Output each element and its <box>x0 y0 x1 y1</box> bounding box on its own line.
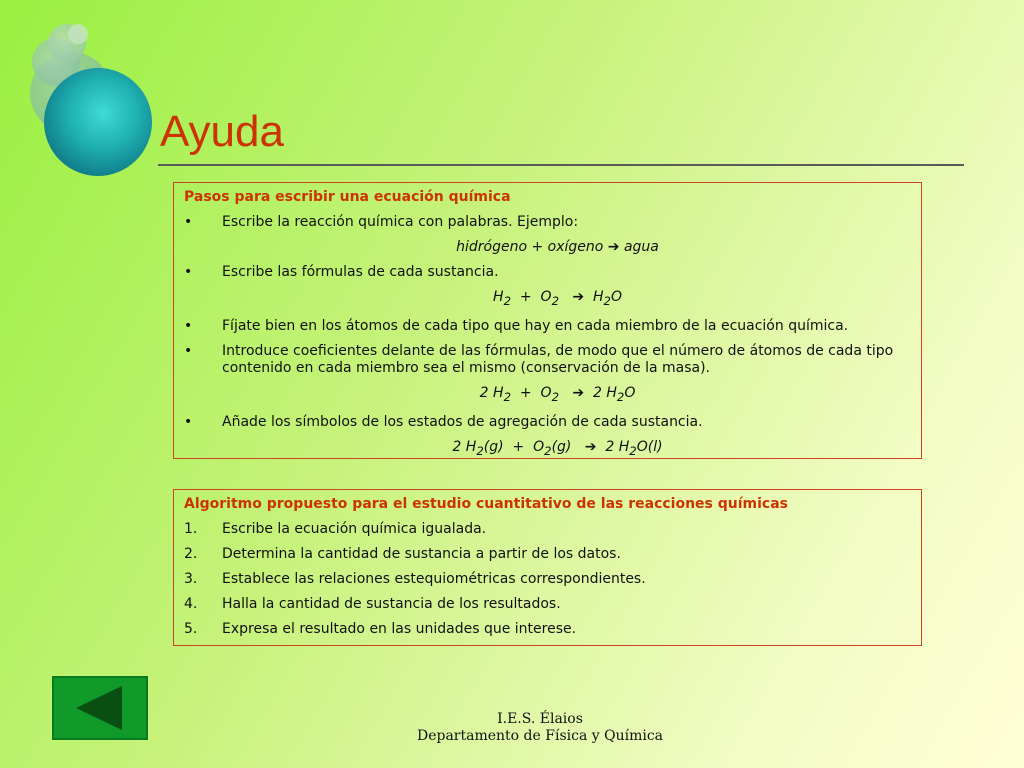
decor-sphere <box>44 68 152 176</box>
list-item <box>184 264 911 281</box>
footer-department: Departamento de Física y Química <box>416 728 664 744</box>
equation-states: 2 $H_2(g) + O_2(g)$ ➔ 2 $H_2O(l)$ <box>452 438 663 458</box>
eq-words-product: agua <box>623 239 659 255</box>
arrow-icon: ➔ <box>607 239 620 255</box>
bullet: • <box>184 342 193 359</box>
list-item <box>184 414 911 431</box>
list-item <box>184 621 911 638</box>
list-item <box>184 343 911 377</box>
arrow-icon: ➔ <box>572 289 585 305</box>
step-number: 5. <box>184 621 198 637</box>
equation-balanced: 2 $H_2 + O_2$ ➔ 2 $H_2O$ <box>479 384 636 404</box>
step-text: Determina la cantidad de sustancia a partir de los datos. <box>222 546 621 562</box>
step-text: Halla la cantidad de sustancia de los resultados. <box>222 596 561 612</box>
eq-words-reactants: hidrógeno + oxígeno <box>456 239 604 255</box>
steps-box <box>173 182 922 459</box>
triangle-left-icon <box>74 684 126 732</box>
step-text: Escribe la ecuación química igualada. <box>222 521 487 537</box>
bullet: • <box>184 264 193 280</box>
footer <box>330 711 750 745</box>
list-item <box>184 521 911 538</box>
list-item <box>184 214 911 231</box>
list-item <box>184 571 911 588</box>
list-item <box>184 318 911 335</box>
bullet: • <box>184 413 193 430</box>
footer-school: I.E.S. Élaios <box>497 711 583 727</box>
arrow-icon: ➔ <box>584 438 597 455</box>
page-title: Ayuda <box>160 107 284 156</box>
step-text: Escribe las fórmulas de cada sustancia. <box>222 264 499 280</box>
step-text: Fíjate bien en los átomos de cada tipo que hay en cada miembro de la ecuación química. <box>222 317 849 334</box>
equation-words <box>184 239 911 256</box>
equation-formulas: $H_2 + O_2$ ➔ $H_2O$ <box>493 289 622 308</box>
list-item <box>184 596 911 613</box>
step-text: Establece las relaciones estequiométricas correspondientes. <box>222 571 646 587</box>
algorithm-box <box>173 489 922 646</box>
step-number: 4. <box>184 596 198 612</box>
steps-heading: Pasos para escribir una ecuación química <box>184 189 511 205</box>
back-button[interactable] <box>52 676 148 740</box>
step-text: Introduce coeficientes delante de las fórmulas, de modo que el número de átomos de cada tipo contenido en cada miembro sea el mismo (conservación de la masa). <box>222 342 894 376</box>
step-number: 3. <box>184 571 198 587</box>
arrow-icon: ➔ <box>572 384 585 401</box>
step-text: Expresa el resultado en las unidades que interese. <box>222 621 577 637</box>
title-divider <box>158 164 964 166</box>
bullet: • <box>184 214 193 230</box>
step-text: Escribe la reacción química con palabras. Ejemplo: <box>222 214 579 230</box>
step-text: Añade los símbolos de los estados de agregación de cada sustancia. <box>222 413 703 430</box>
decor-circle <box>68 24 88 44</box>
bullet: • <box>184 317 193 334</box>
list-item <box>184 546 911 563</box>
step-number: 1. <box>184 521 198 537</box>
algorithm-heading: Algoritmo propuesto para el estudio cuantitativo de las reacciones químicas <box>184 496 789 512</box>
step-number: 2. <box>184 546 198 562</box>
